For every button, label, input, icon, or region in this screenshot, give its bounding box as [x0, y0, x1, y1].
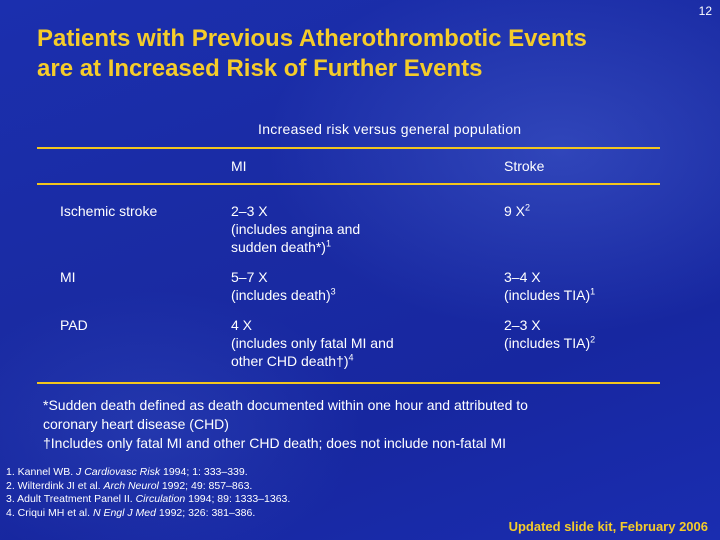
row-label-mi: MI	[60, 269, 76, 285]
cell-ischemic-stroke-stroke	[504, 202, 530, 220]
table-top-rule	[37, 147, 660, 149]
footer-note: Updated slide kit, February 2006	[508, 519, 708, 534]
footnotes	[43, 396, 528, 453]
table-header-rule	[37, 183, 660, 185]
reference-item: 2. Wilterdink JI et al. Arch Neurol 1992; 49: 857–863.	[6, 479, 253, 492]
reference-superscript: 1	[590, 286, 596, 297]
cell-value: 3–4 X	[504, 269, 541, 285]
cell-value: 9 $X^2$	[504, 202, 531, 219]
cell-note: (includes TIA)$^1$	[504, 286, 596, 303]
cell-mi-stroke	[504, 268, 595, 304]
reference-item: 1. Kannel WB. J Cardiovasc Risk 1994; 1: 333–339.	[6, 466, 248, 478]
cell-note: (includes death)$^3$	[231, 286, 336, 303]
table-bottom-rule	[37, 382, 660, 384]
reference-superscript: 2	[525, 202, 531, 213]
cell-value: 2–3 X	[504, 317, 541, 333]
row-label-pad: PAD	[60, 317, 88, 333]
reference-superscript: 1	[325, 238, 331, 249]
cell-mi-mi	[231, 268, 336, 304]
reference-superscript: 2	[590, 334, 596, 345]
cell-note: (includes TIA)$^2$	[504, 334, 596, 351]
footnote-sudden-death: *Sudden death defined as death documented within one hour and attributed to	[43, 397, 528, 413]
reference-item: 4. Criqui MH et al. N Engl J Med 1992; 326: 381–386.	[6, 506, 256, 519]
column-header-mi: MI	[231, 158, 247, 174]
cell-pad-mi	[231, 316, 394, 370]
reference-item: 3. Adult Treatment Panel II. Circulation 1994; 89: 1333–1363.	[6, 493, 291, 505]
cell-note: sudden death*)$^1$	[231, 238, 331, 255]
reference-superscript: 4	[348, 352, 354, 363]
cell-note: (includes angina and	[231, 221, 361, 237]
cell-value: 2–3 X	[231, 203, 268, 219]
slide-title-line-2: are at Increased Risk of Further Events	[37, 55, 483, 82]
cell-note: other CHD death†)$^4$	[231, 352, 354, 369]
cell-note: (includes only fatal MI and	[231, 335, 394, 351]
reference-superscript: 3	[330, 286, 336, 297]
cell-ischemic-stroke-mi	[231, 202, 360, 256]
footnote-fatal-mi: †Includes only fatal MI and other CHD death; does not include non-fatal MI	[43, 435, 507, 451]
table-caption: Increased risk versus general population	[258, 121, 522, 137]
references	[6, 466, 290, 520]
cell-value: 5–7 X	[231, 269, 268, 285]
row-label-ischemic-stroke: Ischemic stroke	[60, 203, 158, 219]
footnote-sudden-death-cont: coronary heart disease (CHD)	[43, 416, 229, 432]
slide-title	[37, 24, 677, 84]
slide-number: 12	[698, 4, 712, 18]
cell-pad-stroke	[504, 316, 595, 352]
slide-title-line-1: Patients with Previous Atherothrombotic Events	[37, 25, 587, 52]
cell-value: 4 X	[231, 317, 253, 333]
column-header-stroke: Stroke	[504, 158, 545, 174]
